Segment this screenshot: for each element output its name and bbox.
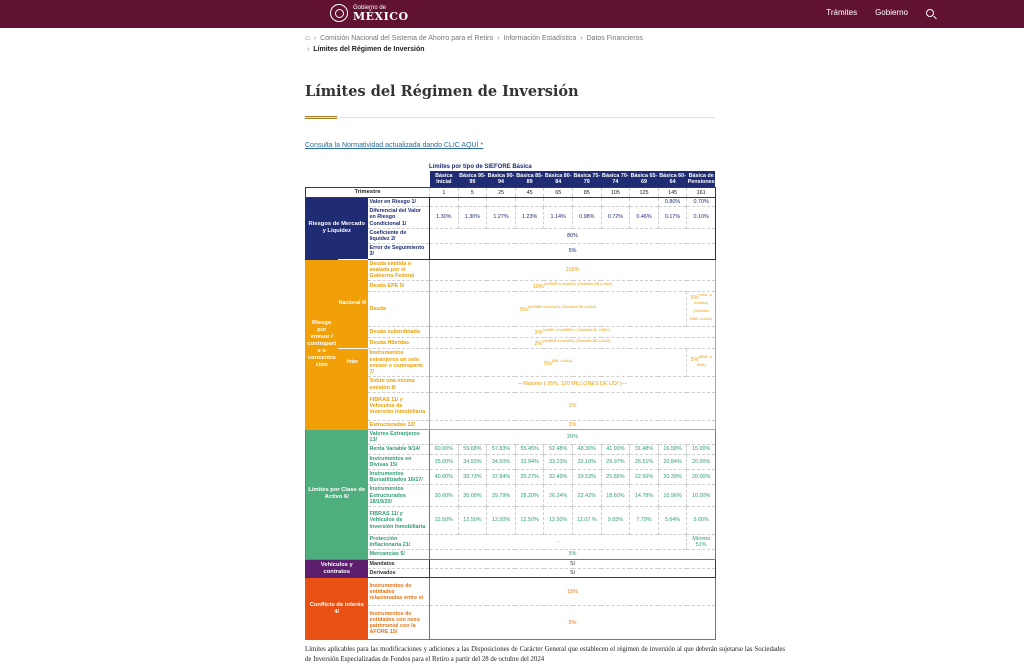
cell-value: 15%	[430, 578, 716, 606]
home-icon[interactable]: ⌂	[305, 33, 310, 42]
cell-value: 5%$^{(mxA- a mxAAA) (Globales BBB- a AAA)}$	[687, 292, 716, 327]
row-label: FIBRAS 11/ y Vehículos de inversión Inmobiliaria	[368, 506, 430, 534]
row-label: Estructurados 12/	[368, 420, 430, 429]
row-label: Instrumentos Bursatilizados 16/17/	[368, 469, 430, 484]
rating-note: (mxBBB a mxAAA) (Globales BB a AAA)	[527, 305, 597, 310]
cell-value: 85	[573, 188, 602, 198]
cell-value: 37.84%	[487, 469, 516, 484]
col-header: Básica 75-79	[573, 171, 602, 188]
section-limites-clase-activo	[306, 429, 716, 559]
cell-value: 5%$^{(BBB- a AAA)}$	[687, 349, 716, 377]
cell-value: 25.85%	[601, 469, 630, 484]
cell-value: 12.50%	[515, 506, 544, 534]
cell-value: 1.30%	[430, 207, 459, 229]
cell-value: 1.27%	[487, 207, 516, 229]
cell-value	[430, 198, 459, 207]
cell-value: 0.98%	[573, 207, 602, 229]
cell-value: 0.70%	[687, 198, 716, 207]
cell-value: 16.58%	[658, 445, 687, 454]
section-label: Límites por Clase de Activo 6/	[306, 429, 368, 559]
row-label: Deuda EPE 5/	[368, 281, 430, 292]
cell-value: 26.51%	[630, 454, 659, 469]
nav-gobierno[interactable]: Gobierno	[875, 8, 908, 17]
cell-value: 5.00%	[687, 506, 716, 534]
cell-value: 20%	[430, 429, 716, 444]
subgroup-nacional: Nacional 4/	[338, 259, 368, 349]
cell-value	[487, 198, 516, 207]
cell-value: 65	[544, 188, 573, 198]
cell-value: 7.79%	[630, 506, 659, 534]
cell-value: Mínimo 51%	[687, 534, 716, 549]
cell-value	[630, 198, 659, 207]
rating-note: (BBB- a AAA)	[696, 354, 712, 367]
subgroup-fill	[338, 392, 368, 420]
breadcrumb: ⌂ › Comisión Nacional del Sistema de Ahorro para el Retiro › Información Estadística › Datos Financieros › Límites del Régimen de Inversión	[305, 33, 643, 53]
cell-value: 34.93%	[458, 454, 487, 469]
col-header: Básica 70-74	[601, 171, 630, 188]
cell-value: 10.96%	[658, 485, 687, 507]
cell-value: 25	[487, 188, 516, 198]
rating-note: (BB- a AAA)	[551, 358, 573, 363]
cell-value	[601, 198, 630, 207]
table-footnote: Límites aplicables para las modificaciones y adiciones a las Disposiciones de Carácter General que establecen el régimen de inversión al que deberán sujetarse las Sociedades de Inversión Especializadas de Fondos para el Retiro a partir del 28 de octubre del 2024	[305, 646, 785, 663]
breadcrumb-informacion-estadistica[interactable]: Información Estadística	[503, 35, 577, 42]
cell-value: 5.64%	[658, 506, 687, 534]
cell-value: 5%$^{(BB- a AAA)}$	[430, 349, 687, 377]
nav-tramites[interactable]: Trámites	[826, 8, 858, 17]
mexico-gov-logo[interactable]	[330, 4, 409, 22]
cell-value: 55.45%	[515, 445, 544, 454]
row-label: Coeficiente de liquidez 2/	[368, 228, 430, 243]
cell-value: 0.72%	[601, 207, 630, 229]
row-label: FIBRAS 11/ y Vehículos de inversión Inmobiliaria	[368, 392, 430, 420]
row-label: Instrumentos de entidades con nexo patrimonial con la AFORE 15/	[368, 606, 430, 640]
row-label: Deuda Híbridas	[368, 338, 430, 349]
cell-value: 12.50%	[487, 506, 516, 534]
cell-value: 5%$^{(mxBBB a mxAAA) (Globales BB a AAA)}$	[430, 292, 687, 327]
cell-value: 20.00%	[687, 454, 716, 469]
cell-value: 32.10%	[573, 454, 602, 469]
cell-value: 0.80%	[658, 198, 687, 207]
breadcrumb-consar[interactable]: Comisión Nacional del Sistema de Ahorro para el Retiro	[320, 35, 494, 42]
section-label: Riesgo por emisor / contraparte o concentración	[306, 259, 338, 429]
cell-value: 105	[601, 188, 630, 198]
cell-value: 10.00%	[687, 485, 716, 507]
cell-value: 29.53%	[573, 469, 602, 484]
search-icon[interactable]	[926, 9, 934, 17]
rating-note: (mxA- a mxAAA) (Globales BBB- a AAA)	[690, 293, 713, 322]
cell-value: 52.48%	[544, 445, 573, 454]
cell-value: 2%$^{(mxBB- a mxBBB+) (Globales B- a BB+)}$	[430, 327, 716, 338]
section-label: Conflicto de interés 4/	[306, 578, 368, 640]
row-label: Mandatos	[368, 559, 430, 568]
row-label: Deuda subordinada	[368, 327, 430, 338]
investment-limits-table	[305, 164, 717, 640]
cell-value: 1	[430, 188, 459, 198]
row-label: Deuda	[368, 292, 430, 327]
table-header	[306, 171, 716, 188]
logo-line2: MÉXICO	[353, 9, 409, 23]
section-label: Vehículos y contratos	[306, 559, 368, 578]
cell-value: 30.00%	[458, 485, 487, 507]
cell-value: 30.00%	[430, 485, 459, 507]
section-riesgo-emisor	[306, 259, 716, 429]
cell-value: 100%	[430, 259, 716, 281]
cell-value: 3%	[430, 420, 716, 429]
top-navigation	[826, 8, 934, 17]
cell-value: 60.00%	[430, 445, 459, 454]
cell-value: 20.00%	[687, 469, 716, 484]
cell-value: 10%$^{(mxBBB a mxAAA) (Globales BB a AAA)}$	[430, 281, 716, 292]
cell-value: 1.14%	[544, 207, 573, 229]
subgroup-inter: Inter	[338, 349, 368, 377]
cell-value: 34.50%	[487, 454, 516, 469]
rating-note: (mxBBB a mxAAA) (Globales BB a AAA)	[543, 282, 613, 287]
col-header: Básica 85-89	[515, 171, 544, 188]
trimestre-row	[306, 188, 716, 198]
row-label: Protección Inflacionaria 21/	[368, 534, 430, 549]
title-divider	[305, 116, 735, 120]
cell-value: 80%	[430, 228, 716, 243]
cell-value: 48.30%	[573, 445, 602, 454]
cell-value: 125	[630, 188, 659, 198]
col-header: Básica 95-99	[458, 171, 487, 188]
gov-header-bar	[0, 0, 1024, 28]
row-label: Error de Seguimiento 3/	[368, 244, 430, 259]
cell-value	[515, 198, 544, 207]
page-title: Límites del Régimen de Inversión	[305, 83, 579, 100]
cell-value: 15.00%	[687, 445, 716, 454]
cell-value: Sí	[430, 559, 716, 568]
row-label: Mercancías 5/	[368, 550, 430, 559]
cell-value: 18.60%	[601, 485, 630, 507]
cell-value: 14.78%	[630, 485, 659, 507]
row-label: Valores Extranjeros 13/	[368, 429, 430, 444]
rating-note: (mxBBB a mxAAA) (Globales BB a AAA)	[542, 339, 611, 344]
logo-line1: Gobierno de	[353, 4, 387, 11]
cell-value: —Máximo ( 35%, 120 MILLONES DE UDI )—	[430, 377, 716, 392]
col-header: Básica 80-84	[544, 171, 573, 188]
row-label: Renta Variable 9/14/	[368, 445, 430, 454]
cell-value: 12.50%	[458, 506, 487, 534]
cell-value: 20.39%	[658, 469, 687, 484]
cell-value: 39.73%	[458, 469, 487, 484]
row-label: Derivados	[368, 569, 430, 578]
cell-value	[458, 198, 487, 207]
table-caption: Límites por tipo de SIEFORE Básica	[429, 164, 532, 170]
row-label: Valor en Riesgo 1/	[368, 198, 430, 207]
breadcrumb-datos-financieros[interactable]: Datos Financieros	[586, 35, 643, 42]
cell-value: 12.50%	[430, 506, 459, 534]
trimestre-label: Trimestre	[354, 189, 381, 196]
cell-value: 57.83%	[487, 445, 516, 454]
mexico-emblem-icon	[330, 4, 348, 22]
divider-line	[305, 117, 715, 118]
cell-value: 145	[658, 188, 687, 198]
normativity-link[interactable]: Consulta la Normatividad actualizada dando CLIC AQUÍ *	[305, 142, 484, 149]
cell-value: 5%	[430, 550, 716, 559]
cell-value: 2%$^{(mxBBB a mxAAA) (Globales BB a AAA)}$	[430, 338, 716, 349]
cell-value: 5%	[430, 606, 716, 640]
row-label: Instrumentos Estructurados 18/19/20/	[368, 485, 430, 507]
col-header: Básica 90-94	[487, 171, 516, 188]
subgroup-fill	[338, 377, 368, 392]
cell-value	[573, 198, 602, 207]
subgroup-fill	[338, 420, 368, 429]
cell-value: 28.20%	[515, 485, 544, 507]
col-header: Básica Inicial	[430, 171, 459, 188]
cell-value: 12.50%	[544, 506, 573, 534]
cell-value: 1.30%	[458, 207, 487, 229]
cell-value: 20.84%	[658, 454, 687, 469]
cell-value: -	[430, 534, 687, 549]
cell-value: 22.42%	[573, 485, 602, 507]
cell-value: 29.97%	[601, 454, 630, 469]
cell-value: 31.48%	[630, 445, 659, 454]
row-label: Instrumentos en Divisas 15/	[368, 454, 430, 469]
cell-value: Sí	[430, 569, 716, 578]
row-label: Deuda emitida o avalada por el Gobierno Federal	[368, 259, 430, 281]
row-label: Instrumentos de entidades relacionadas entre sí	[368, 578, 430, 606]
cell-value: 5	[458, 188, 487, 198]
cell-value: 26.24%	[544, 485, 573, 507]
cell-value: 41.90%	[601, 445, 630, 454]
cell-value: 35.00%	[430, 454, 459, 469]
cell-value: 22.56%	[630, 469, 659, 484]
cell-value	[544, 198, 573, 207]
cell-value: 0.10%	[687, 207, 716, 229]
section-label: Riesgos de Mercado y Liquidez	[306, 198, 368, 260]
cell-value: 0.46%	[630, 207, 659, 229]
row-label: Instrumentos extranjeros un solo emisor o contraparte 7/	[368, 349, 430, 377]
cell-value: 2%	[430, 392, 716, 420]
page-content	[305, 32, 785, 664]
cell-value: 40.00%	[430, 469, 459, 484]
section-vehiculos-contratos	[306, 559, 716, 578]
cell-value: 32.49%	[544, 469, 573, 484]
col-header: Básica de Pensiones	[687, 171, 716, 188]
cell-value: 0.17%	[658, 207, 687, 229]
cell-value: 12.07 %	[573, 506, 602, 534]
cell-value: 161	[687, 188, 716, 198]
row-label: Sobre una misma emisión 8/	[368, 377, 430, 392]
col-header: Básica 60-64	[658, 171, 687, 188]
breadcrumb-current: Límites del Régimen de Inversión	[313, 45, 425, 53]
cell-value: 59.68%	[458, 445, 487, 454]
cell-value: 33.94%	[515, 454, 544, 469]
cell-value: 9.93%	[601, 506, 630, 534]
row-label: Diferencial del Valor en Riesgo Condicional 1/	[368, 207, 430, 229]
cell-value: 1.23%	[515, 207, 544, 229]
cell-value: 29.79%	[487, 485, 516, 507]
cell-value: 5%	[430, 244, 716, 259]
section-riesgos-mercado	[306, 198, 716, 260]
col-header: Básica 65-69	[630, 171, 659, 188]
cell-value: 45	[515, 188, 544, 198]
rating-note: (mxBB- a mxBBB+) (Globales B- a BB+)	[542, 328, 611, 333]
cell-value: 33.23%	[544, 454, 573, 469]
cell-value: 35.27%	[515, 469, 544, 484]
